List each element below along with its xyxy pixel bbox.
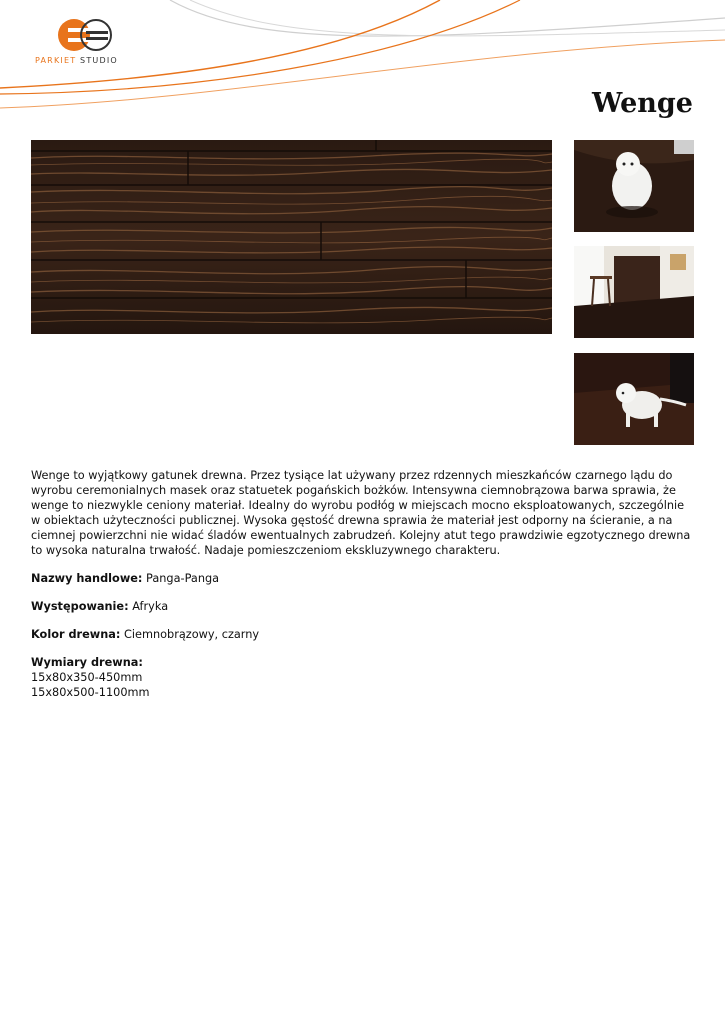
brand-name [35, 56, 118, 65]
page-title: Wenge [592, 88, 693, 119]
dimensions [31, 655, 696, 700]
wood-color-value: Ciemnobrązowy, czarny [124, 628, 260, 641]
trade-names [31, 571, 696, 586]
description-text: Wenge to wyjątkowy gatunek drewna. Przez tysiące lat używany przez rdzennych mieszkańców czarnego lądu do wyrobu ceremonialnych masek oraz statuetek pogańskich bożków. Intensywna ciemnobrązowa barwa sprawia, że wenge to niezwykle ceniony materiał. Idealny do wyrobu podłóg w miejscach mocno eksploatowanych, szczególnie w obiektach użyteczności publicznej. Wysoka gęstość drewna sprawia że materiał jest odporny na ścieranie, a na ciemnej powierzchni nie widać śladów ewentualnych zabrudzeń. Kolejny atut tego prawdziwie egzotycznego drewna to wysoka naturalna trwałość. Nadaje pomieszczeniom ekskluzywnego charakteru. [31, 469, 691, 557]
brand-name-part2: STUDIO [80, 56, 118, 65]
occurrence [31, 599, 696, 614]
trade-names-value: Panga-Panga [146, 572, 220, 585]
occurrence-value: Afryka [132, 600, 169, 613]
wood-color [31, 627, 696, 642]
dog-in-room-photo [574, 353, 694, 445]
brand-name-part1: PARKIET [35, 56, 77, 65]
wood-color-label: Kolor drewna: [31, 628, 121, 641]
dimensions-label: Wymiary drewna: [31, 656, 143, 669]
room-interior-photo [574, 246, 694, 338]
occurrence-label: Występowanie: [31, 600, 129, 613]
dimension-value: 15x80x500-1100mm [31, 686, 150, 699]
wood-description-section [31, 468, 696, 713]
dimension-value: 15x80x350-450mm [31, 671, 143, 684]
wenge-floor-photo [31, 140, 552, 334]
trade-names-label: Nazwy handlowe: [31, 572, 143, 585]
dog-on-floor-photo [574, 140, 694, 232]
